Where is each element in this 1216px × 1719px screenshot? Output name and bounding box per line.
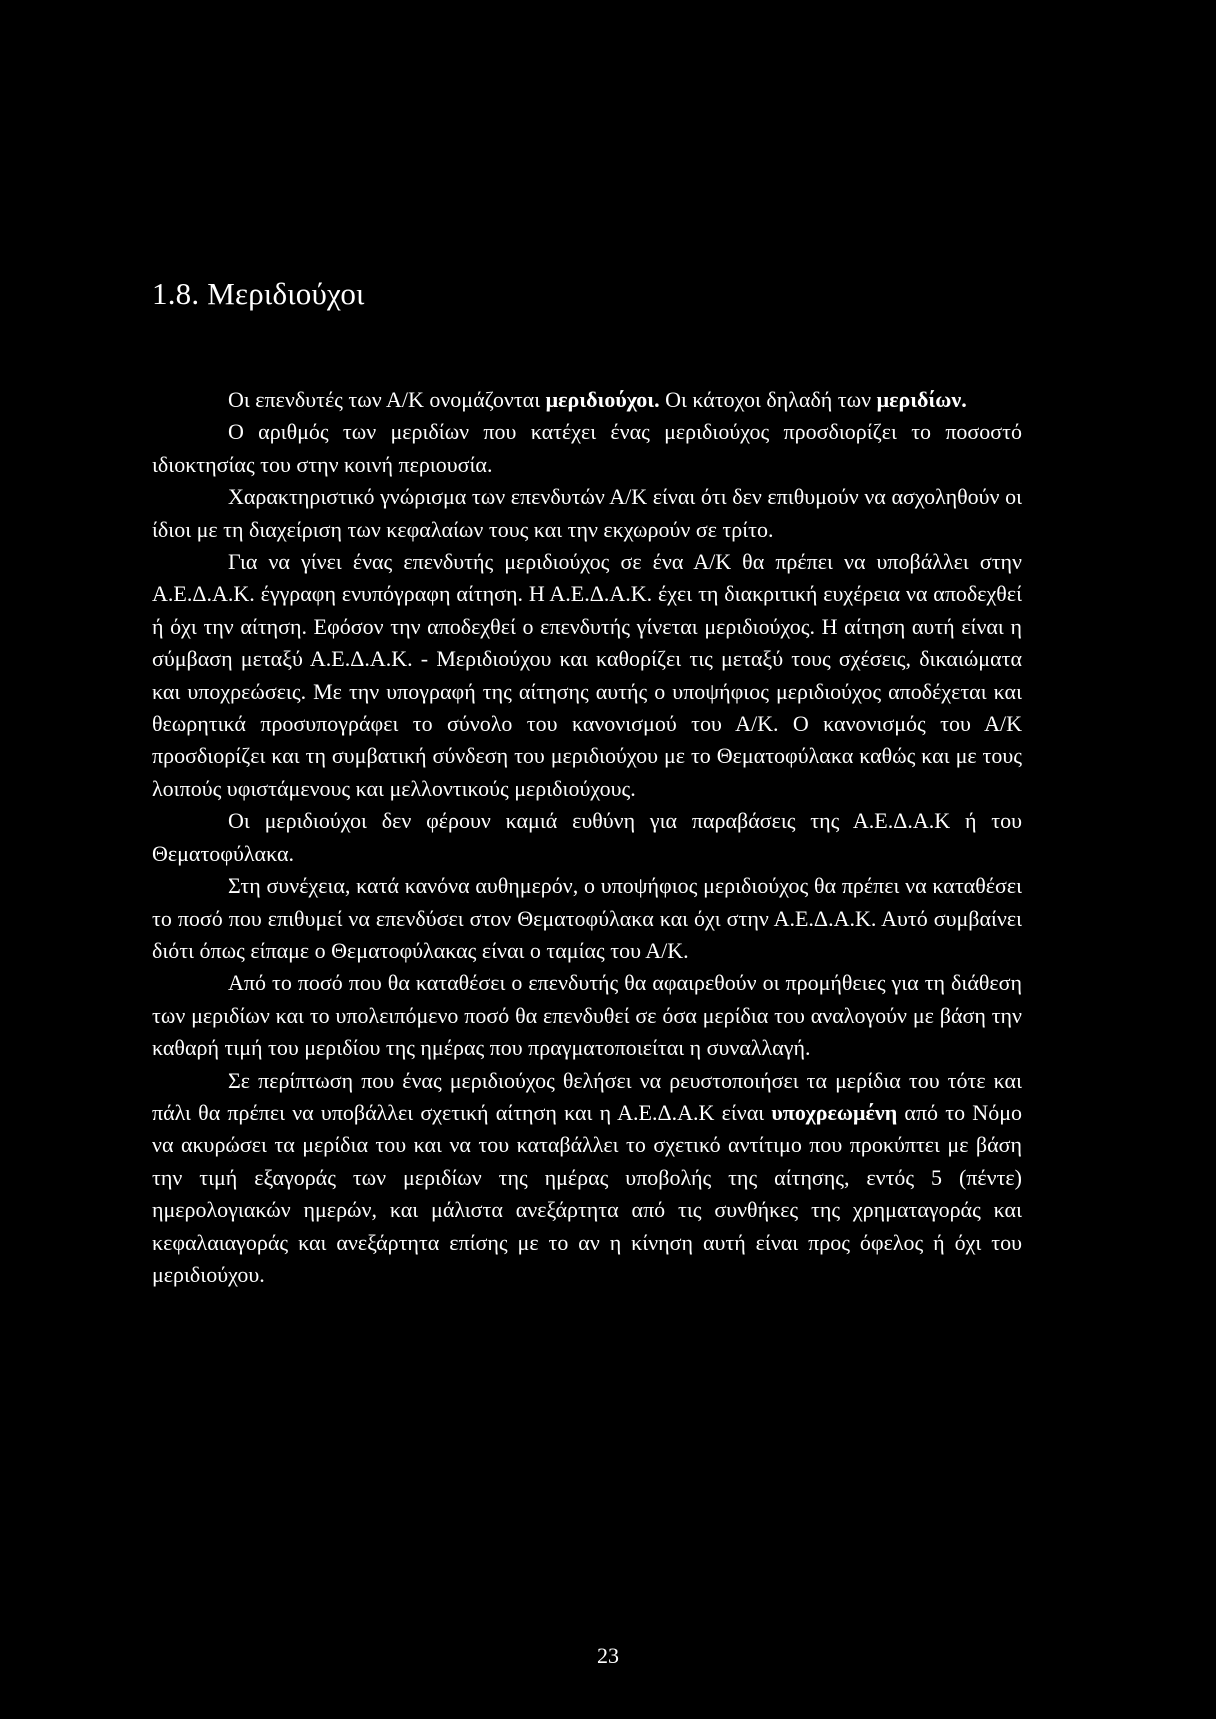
paragraph-text: Οι επενδυτές των Α/Κ ονομάζονται — [228, 387, 546, 412]
paragraph-text: Οι κάτοχοι δηλαδή των — [659, 387, 877, 412]
paragraph-application-process: Για να γίνει ένας επενδυτής μεριδιούχος σε ένα Α/Κ θα πρέπει να υποβάλλει στην Α.Ε.Δ.Α.Κ. έγγραφη ενυπόγραφη αίτηση. Η Α.Ε.Δ.Α.Κ. έχει τη διακριτική ευχέρεια να αποδεχθεί ή όχι την αίτηση. Εφόσον την αποδεχθεί ο επενδυτής γίνεται μεριδιούχος. Η αίτηση αυτή είναι η σύμβαση μεταξύ Α.Ε.Δ.Α.Κ. - Μεριδιούχου και καθορίζει τις μεταξύ τους σχέσεις, δικαιώματα και υποχρεώσεις. Με την υπογραφή της αίτησης αυτής ο υποψήφιος μεριδιούχος αποδέχεται και θεωρητικά προσυπογράφει το σύνολο του κανονισμού του Α/Κ. Ο κανονισμός του Α/Κ προσδιορίζει και τη συμβατική σύνδεση του μεριδιούχου με το Θεματοφύλακα καθώς και με τους λοιπούς υφιστάμενους και μελλοντικούς μεριδιούχους. — [152, 549, 1022, 801]
body-text — [152, 384, 1022, 1291]
paragraph-unit-holders-definition — [152, 384, 1022, 416]
paragraph-text: Σε περίπτωση που ένας μεριδιούχος θελήσει να ρευστοποιήσει τα μερίδια του τότε και πάλι θα πρέπει να υποβάλλει σχετική αίτηση και η Α.Ε.Δ.Α.Κ είναι — [152, 1067, 1022, 1125]
paragraph-investor-characteristic: Χαρακτηριστικό γνώρισμα των επενδυτών Α/Κ είναι ότι δεν επιθυμούν να ασχοληθούν οι ίδιοι με τη διαχείριση των κεφαλαίων τους και την εκχωρούν σε τρίτο. — [152, 484, 1022, 542]
paragraph-ownership-share: Ο αριθμός των μεριδίων που κατέχει ένας μεριδιούχος προσδιορίζει το ποσοστό ιδιοκτησίας του στην κοινή περιουσία. — [152, 419, 1022, 477]
paragraph-redemption — [152, 1065, 1022, 1292]
bold-term-unit-holders: μεριδιούχοι. — [545, 387, 660, 412]
section-heading: 1.8. Μεριδιούχοι — [152, 276, 365, 311]
paragraph-liability: Οι μεριδιούχοι δεν φέρουν καμιά ευθύνη για παραβάσεις της Α.Ε.Δ.Α.Κ ή του Θεματοφύλακα. — [152, 808, 1022, 866]
bold-term-obliged: υποχρεωμένη — [771, 1099, 898, 1125]
paragraph-text: από το Νόμο να ακυρώσει τα μερίδια του και να του καταβάλλει το σχετικό αντίτιμο που προκύπτει με βάση την τιμή εξαγοράς των μεριδίων της ημέρας υποβολής της αίτησης, εντός 5 (πέντε) ημερολογιακών ημερών, και μάλιστα ανεξάρτητα από τις συνθήκες της χρηματαγοράς και κεφαλαιαγοράς και ανεξάρτητα επίσης με το αν η κίνηση αυτή είναι προς όφελος ή όχι του μεριδιούχου. — [152, 1099, 1022, 1287]
paragraph-commissions: Από το ποσό που θα καταθέσει ο επενδυτής θα αφαιρεθούν οι προμήθειες για τη διάθεση των μεριδίων και το υπολειπόμενο ποσό θα επενδυθεί σε όσα μερίδια του αναλογούν με βάση την καθαρή τιμή του μεριδίου της ημέρας που πραγματοποιείται η συναλλαγή. — [152, 970, 1022, 1061]
page-number: 23 — [597, 1643, 619, 1668]
paragraph-deposit: Στη συνέχεια, κατά κανόνα αυθημερόν, ο υποψήφιος μεριδιούχος θα πρέπει να καταθέσει το ποσό που επιθυμεί να επενδύσει στον Θεματοφύλακα και όχι στην Α.Ε.Δ.Α.Κ. Αυτό συμβαίνει διότι όπως είπαμε ο Θεματοφύλακας είναι ο ταμίας του Α/Κ. — [152, 873, 1022, 963]
bold-term-units: μεριδίων. — [876, 387, 967, 412]
